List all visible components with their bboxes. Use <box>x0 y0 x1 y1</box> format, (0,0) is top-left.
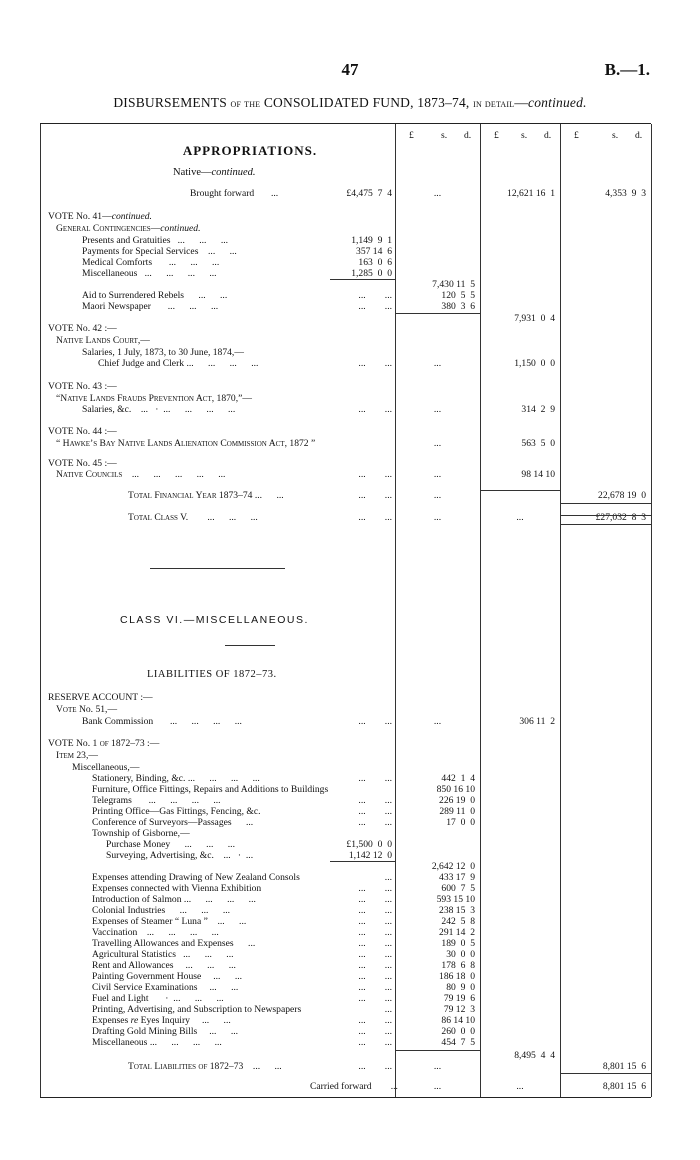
row-label: Native Lands Court,— <box>56 335 150 346</box>
row-label: Miscellaneous ... ... ... ... <box>82 268 217 279</box>
amount-col-1-placeholder: ... <box>433 358 442 369</box>
inner-amount: ... ... <box>358 512 392 523</box>
inner-amount: ... ... <box>358 1037 392 1048</box>
row-label: Expenses connected with Vienna Exhibition <box>92 883 262 894</box>
amount-col-1-placeholder: ... <box>433 404 442 415</box>
row-label: Painting Government House ... ... <box>92 971 243 982</box>
amount-col-1: 238 15 3 <box>439 905 475 916</box>
amount-col-1: 454 7 5 <box>441 1037 475 1048</box>
inner-amount: £1,500 0 0 <box>346 839 392 850</box>
amount-col-1-placeholder: ... <box>433 469 442 480</box>
row-label: Agricultural Statistics ... ... ... <box>92 949 234 960</box>
rule-line <box>395 313 480 314</box>
row-label: Presents and Gratuities ... ... ... <box>82 235 229 246</box>
amount-col-1: 226 19 0 <box>439 795 475 806</box>
row-label: Native—continued. <box>173 167 256 178</box>
row-label: General Contingencies—continued. <box>56 223 201 234</box>
amount-col-1: 593 15 10 <box>436 894 475 905</box>
table-title: DISBURSEMENTS of the CONSOLIDATED FUND, 1873–74, in detail—continued. <box>113 95 587 110</box>
rule-line <box>560 503 651 504</box>
row-label: Bank Commission ... ... ... ... <box>82 716 242 727</box>
inner-amount: 1,142 12 0 <box>348 850 392 861</box>
inner-amount: ... ... <box>358 949 392 960</box>
row-label: Miscellaneous,— <box>72 762 140 773</box>
row-label: Aid to Surrendered Rebels ... ... <box>82 290 228 301</box>
amount-col-1-placeholder: ... <box>433 716 442 727</box>
amount-col-1: 80 9 0 <box>446 982 475 993</box>
amount-col-2: 563 5 0 <box>521 438 555 449</box>
row-label: “ Hawke’s Bay Native Lands Alienation Commission Act, 1872 ” <box>56 438 316 449</box>
row-label: Surveying, Advertising, &c. ... · ... <box>106 850 254 861</box>
inner-amount: ... ... <box>358 806 392 817</box>
row-label: Brought forward ... <box>190 188 279 199</box>
row-label: VOTE No. 43 :— <box>48 381 117 392</box>
amount-col-1: 260 0 0 <box>441 1026 475 1037</box>
amount-col-1: 850 16 10 <box>436 784 475 795</box>
amount-col-3: 8,801 15 6 <box>602 1061 646 1072</box>
row-label: Rent and Allowances ... ... ... <box>92 960 236 971</box>
rule-line <box>560 1073 651 1074</box>
inner-amount: ... ... <box>358 490 392 501</box>
amount-col-1-placeholder: ... <box>433 512 442 523</box>
inner-amount: ... ... <box>358 817 392 828</box>
row-label: VOTE No. 41—continued. <box>48 211 152 222</box>
row-label: VOTE No. 45 :— <box>48 458 117 469</box>
page-number: 47 <box>341 60 359 79</box>
inner-amount: 163 0 6 <box>358 257 392 268</box>
row-label: Expenses re Eyes Inquiry ... ... <box>92 1015 231 1026</box>
amount-col-1-placeholder: ... <box>433 1061 442 1072</box>
inner-amount: ... ... <box>358 1061 392 1072</box>
amount-col-1: 433 17 9 <box>439 872 475 883</box>
row-label: Drafting Gold Mining Bills ... ... <box>92 1026 239 1037</box>
inner-amount: 1,149 9 1 <box>351 235 392 246</box>
amount-col-2: 306 11 2 <box>519 716 555 727</box>
amount-col-2: ... <box>516 512 524 523</box>
pence-header: d. <box>464 130 472 141</box>
amount-col-3: 22,678 19 0 <box>598 490 646 501</box>
inner-amount: ... ... <box>358 1026 392 1037</box>
row-label: LIABILITIES OF 1872–73. <box>147 669 277 680</box>
inner-amount: ... ... <box>358 290 392 301</box>
amount-col-1: 30 0 0 <box>446 949 475 960</box>
shilling-header: s. <box>612 130 619 141</box>
rule-line <box>560 524 651 525</box>
inner-amount: ... ... <box>358 404 392 415</box>
amount-col-1: 178 6 8 <box>441 960 475 971</box>
row-label: Salaries, 1 July, 1873, to 30 June, 1874,— <box>82 347 244 358</box>
inner-amount: 357 14 6 <box>356 246 392 257</box>
inner-amount: ... ... <box>358 894 392 905</box>
row-label: Colonial Industries ... ... ... <box>92 905 231 916</box>
row-label: APPROPRIATIONS. <box>182 143 318 158</box>
row-label: Printing, Advertising, and Subscription to Newspapers <box>92 1004 302 1015</box>
amount-col-1-placeholder: ... <box>433 188 442 199</box>
inner-amount: ... ... <box>358 1015 392 1026</box>
row-label: Maori Newspaper ... ... ... <box>82 301 219 312</box>
amount-col-1: 79 19 6 <box>443 993 475 1004</box>
row-label: VOTE No. 42 :— <box>48 323 117 334</box>
row-label: RESERVE ACCOUNT :— <box>48 692 153 703</box>
row-label: Salaries, &c. ... · ... ... ... ... <box>82 404 236 415</box>
row-label: VOTE No. 44 :— <box>48 426 117 437</box>
amount-col-1: 600 7 5 <box>441 883 475 894</box>
inner-amount: ... ... <box>358 993 392 1004</box>
amount-col-2: 1,150 0 0 <box>514 358 555 369</box>
row-label: Vaccination ... ... ... ... <box>92 927 219 938</box>
rule-line <box>560 515 651 516</box>
rule-line <box>395 1050 480 1051</box>
inner-amount: ... ... <box>358 716 392 727</box>
amount-col-2: 12,621 16 1 <box>507 188 555 199</box>
inner-amount: ... ... <box>358 938 392 949</box>
rule-line <box>225 645 275 646</box>
amount-col-1: 380 3 6 <box>441 301 475 312</box>
amount-col-3: £27,032 8 3 <box>595 512 646 523</box>
inner-amount: ... ... <box>358 927 392 938</box>
amount-col-1-placeholder: ... <box>433 1081 442 1092</box>
row-label: Fuel and Light · ... ... ... <box>92 993 224 1004</box>
pound-header: £ <box>494 130 499 141</box>
amount-col-1-placeholder: ... <box>433 438 442 449</box>
row-label: Introduction of Salmon ... ... ... ... <box>92 894 256 905</box>
row-label: CLASS VI.—MISCELLANEOUS. <box>120 614 309 626</box>
shilling-header: s. <box>521 130 528 141</box>
row-label: Total Liabilities of 1872–73 ... ... <box>128 1061 282 1072</box>
amount-col-1: 189 0 5 <box>441 938 475 949</box>
row-label: Furniture, Office Fittings, Repairs and Additions to Buildings <box>92 784 329 795</box>
row-label: Civil Service Examinations ... ... <box>92 982 239 993</box>
amount-col-1: 86 14 10 <box>441 1015 475 1026</box>
rule-line <box>330 279 395 280</box>
row-label: Township of Gisborne,— <box>92 828 190 839</box>
amount-col-2: 314 2 9 <box>521 404 555 415</box>
amount-col-1: 120 5 5 <box>441 290 475 301</box>
inner-amount: ... ... <box>358 773 392 784</box>
row-label: Miscellaneous ... ... ... ... <box>92 1037 222 1048</box>
amount-col-1: 291 14 2 <box>439 927 475 938</box>
inner-amount: ... ... <box>358 301 392 312</box>
amount-col-2: ... <box>516 1081 524 1092</box>
row-label: Chief Judge and Clerk ... ... ... ... <box>98 358 259 369</box>
row-label: Expenses of Steamer “ Luna ” ... ... <box>92 916 247 927</box>
inner-amount: ... ... <box>358 469 392 480</box>
row-label: Expenses attending Drawing of New Zealand Consols <box>92 872 300 883</box>
pence-header: d. <box>544 130 552 141</box>
amount-col-1: 2,642 12 0 <box>431 861 475 872</box>
inner-amount: £4,475 7 4 <box>346 188 392 199</box>
amount-col-3: 4,353 9 3 <box>605 188 646 199</box>
amount-col-1: 289 11 0 <box>439 806 475 817</box>
pence-header: d. <box>635 130 643 141</box>
amount-col-1: 17 0 0 <box>446 817 475 828</box>
row-label: Carried forward ... <box>310 1081 398 1092</box>
amount-col-1: 442 1 4 <box>441 773 475 784</box>
document-reference: B.—1. <box>604 60 650 79</box>
row-label: Item 23,— <box>56 750 98 761</box>
pound-header: £ <box>574 130 579 141</box>
row-label: Purchase Money ... ... ... <box>106 839 235 850</box>
pound-header: £ <box>409 130 414 141</box>
inner-amount: ... ... <box>358 795 392 806</box>
inner-amount: ... ... <box>358 358 392 369</box>
inner-amount: ... <box>368 872 392 883</box>
inner-amount: ... ... <box>358 916 392 927</box>
row-label: Native Councils ... ... ... ... ... <box>56 469 226 480</box>
row-label: Vote No. 51,— <box>56 704 118 715</box>
inner-amount: ... ... <box>358 960 392 971</box>
row-label: Conference of Surveyors—Passages ... <box>92 817 254 828</box>
row-label: Travelling Allowances and Expenses ... <box>92 938 256 949</box>
row-label: Medical Comforts ... ... ... <box>82 257 220 268</box>
inner-amount: 1,285 0 0 <box>351 268 392 279</box>
rule-line <box>330 861 395 862</box>
row-label: Stationery, Binding, &c. ... ... ... ... <box>92 773 260 784</box>
amount-col-2: 98 14 10 <box>521 469 555 480</box>
rule-line <box>480 490 560 491</box>
amount-col-1: 7,430 11 5 <box>432 279 475 290</box>
shilling-header: s. <box>441 130 448 141</box>
amount-col-3: 8,801 15 6 <box>602 1081 646 1092</box>
row-label: Total Class V. ... ... ... <box>128 512 258 523</box>
inner-amount: ... ... <box>358 905 392 916</box>
inner-amount: ... ... <box>358 883 392 894</box>
row-label: “Native Lands Frauds Prevention Act, 1870,”— <box>56 393 252 404</box>
inner-amount: ... <box>368 1004 392 1015</box>
amount-col-1: 186 18 0 <box>439 971 475 982</box>
amount-col-1-placeholder: ... <box>433 490 442 501</box>
row-label: Printing Office—Gas Fittings, Fencing, &c. <box>92 806 261 817</box>
row-label: Telegrams ... ... ... ... <box>92 795 221 806</box>
row-label: VOTE No. 1 of 1872–73 :— <box>48 738 160 749</box>
amount-col-1: 242 5 8 <box>441 916 475 927</box>
inner-amount: ... ... <box>358 971 392 982</box>
rule-line <box>150 568 285 569</box>
row-label: Total Financial Year 1873–74 ... ... <box>128 490 284 501</box>
amount-col-1: 79 12 3 <box>443 1004 475 1015</box>
inner-amount: ... ... <box>358 982 392 993</box>
amount-col-2: 7,931 0 4 <box>514 313 555 324</box>
amount-col-2: 8,495 4 4 <box>514 1050 555 1061</box>
row-label: Payments for Special Services ... ... <box>82 246 237 257</box>
